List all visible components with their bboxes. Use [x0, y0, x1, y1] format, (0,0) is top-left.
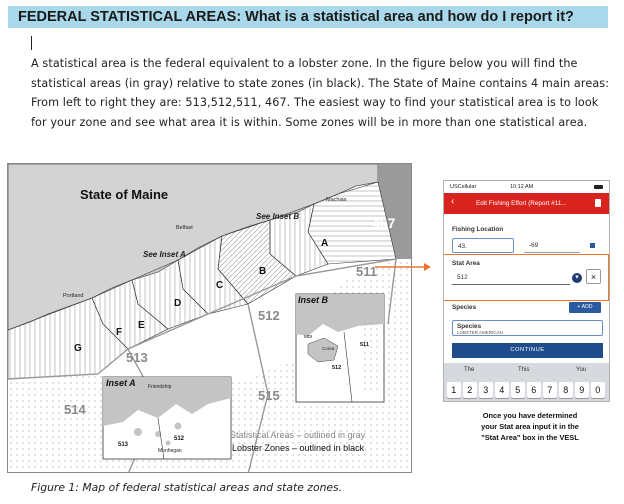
key-1[interactable]: 1 — [447, 382, 461, 398]
suggestion-1[interactable]: The — [464, 367, 475, 373]
keyboard — [444, 363, 610, 402]
town-corea: Corea — [322, 346, 335, 351]
stat-area-514: 514 — [64, 402, 86, 417]
zone-a: A — [321, 238, 329, 249]
phone-screenshot — [443, 180, 610, 402]
key-9[interactable]: 9 — [575, 382, 589, 398]
text-cursor — [31, 36, 32, 50]
carrier-label: USCellular — [450, 184, 477, 190]
stat-area-input[interactable]: 512 — [452, 270, 570, 285]
stat-area-467: 467 — [372, 215, 396, 231]
app-bar — [444, 193, 609, 214]
inset-a-title: Inset A — [106, 378, 136, 388]
figure-caption: Figure 1: Map of federal statistical areas and state zones. — [31, 481, 343, 494]
key-6[interactable]: 6 — [527, 382, 541, 398]
phone-note-line-1: Once you have determined — [482, 411, 578, 420]
trash-icon[interactable] — [595, 199, 601, 207]
see-inset-b-ref: See Inset B — [256, 212, 300, 221]
phone-note-line-2: your Stat area input it in the — [481, 422, 579, 431]
zone-d: D — [174, 298, 182, 309]
phone-note-line-3: "Stat Area" box in the VESL — [481, 433, 579, 442]
intro-paragraph: A statistical area is the federal equivalent to a lobster zone. In the figure below you will find the statistical areas (in gray) relative to state zones (in black). The State of Maine contains 4 main areas: From left to right they are: 513,512,511, 467. The easiest way to find your statistical area is to look for your zone and see what area it is within. Some zones will be in more than one statistical area. — [31, 57, 610, 129]
key-0[interactable]: 0 — [591, 382, 605, 398]
town-portland: Portland — [63, 293, 84, 299]
latitude-input[interactable]: 43. — [452, 238, 514, 253]
fishing-location-label: Fishing Location — [452, 226, 504, 233]
stat-area-label: Stat Area — [452, 260, 480, 267]
zone-c: C — [216, 280, 224, 291]
inset-b-title: Inset B — [298, 295, 329, 305]
statistical-areas-map — [7, 163, 412, 473]
key-2[interactable]: 2 — [463, 382, 477, 398]
clear-button[interactable]: × — [586, 269, 601, 284]
town-monhegan: Monhegan — [158, 448, 182, 454]
phone-note — [450, 410, 610, 443]
town-machias: Machias — [326, 197, 347, 203]
key-5[interactable]: 5 — [511, 382, 525, 398]
legend-stat-areas: Statistical Areas – outlined in gray — [230, 430, 366, 440]
stat-area-515: 515 — [258, 388, 280, 403]
app-bar-title: Edit Fishing Effort (Report #11... — [476, 200, 567, 207]
zone-e: E — [138, 320, 145, 331]
see-inset-a-ref: See Inset A — [143, 250, 186, 259]
status-bar — [444, 181, 609, 193]
species-item-title: Species — [457, 323, 482, 330]
page-title: FEDERAL STATISTICAL AREAS: What is a statistical area and how do I report it? — [8, 6, 608, 28]
legend-lobster-zones: Lobster Zones – outlined in black — [232, 443, 365, 453]
battery-icon — [594, 185, 603, 189]
time-label: 10:12 AM — [510, 184, 534, 190]
stat-area-512: 512 — [258, 308, 280, 323]
grid-icon[interactable] — [590, 243, 595, 248]
species-item-sub: LOBSTER AMERICAN — [457, 330, 503, 335]
number-row — [447, 382, 608, 398]
key-3[interactable]: 3 — [479, 382, 493, 398]
species-label: Species — [452, 304, 477, 311]
zone-f: F — [116, 327, 123, 338]
inset-a-area-513: 513 — [118, 442, 129, 448]
species-item[interactable] — [452, 320, 603, 336]
suggestion-2[interactable]: This — [518, 367, 530, 373]
key-4[interactable]: 4 — [495, 382, 509, 398]
add-species-button[interactable]: + ADD — [569, 302, 601, 313]
suggestion-3[interactable]: You — [576, 367, 587, 373]
stat-area-513: 513 — [126, 350, 148, 365]
town-belfast: Belfast — [176, 225, 193, 231]
stat-area-511: 511 — [356, 264, 377, 279]
inset-b-area-512: 512 — [332, 365, 342, 371]
longitude-input[interactable]: -69 — [524, 238, 580, 253]
inset-b-mdi: MDI — [304, 334, 313, 339]
key-7[interactable]: 7 — [543, 382, 557, 398]
zone-b: B — [259, 266, 267, 277]
inset-b-area-511: 511 — [360, 342, 369, 348]
continue-button[interactable]: CONTINUE — [452, 343, 603, 358]
map-heading: State of Maine — [80, 187, 169, 202]
town-friendship: Friendship — [148, 384, 172, 390]
zone-g: G — [74, 343, 82, 354]
inset-a-area-512: 512 — [174, 436, 185, 442]
key-8[interactable]: 8 — [559, 382, 573, 398]
back-icon[interactable]: ‹ — [451, 196, 455, 207]
chevron-down-icon[interactable]: ▾ — [572, 273, 582, 283]
